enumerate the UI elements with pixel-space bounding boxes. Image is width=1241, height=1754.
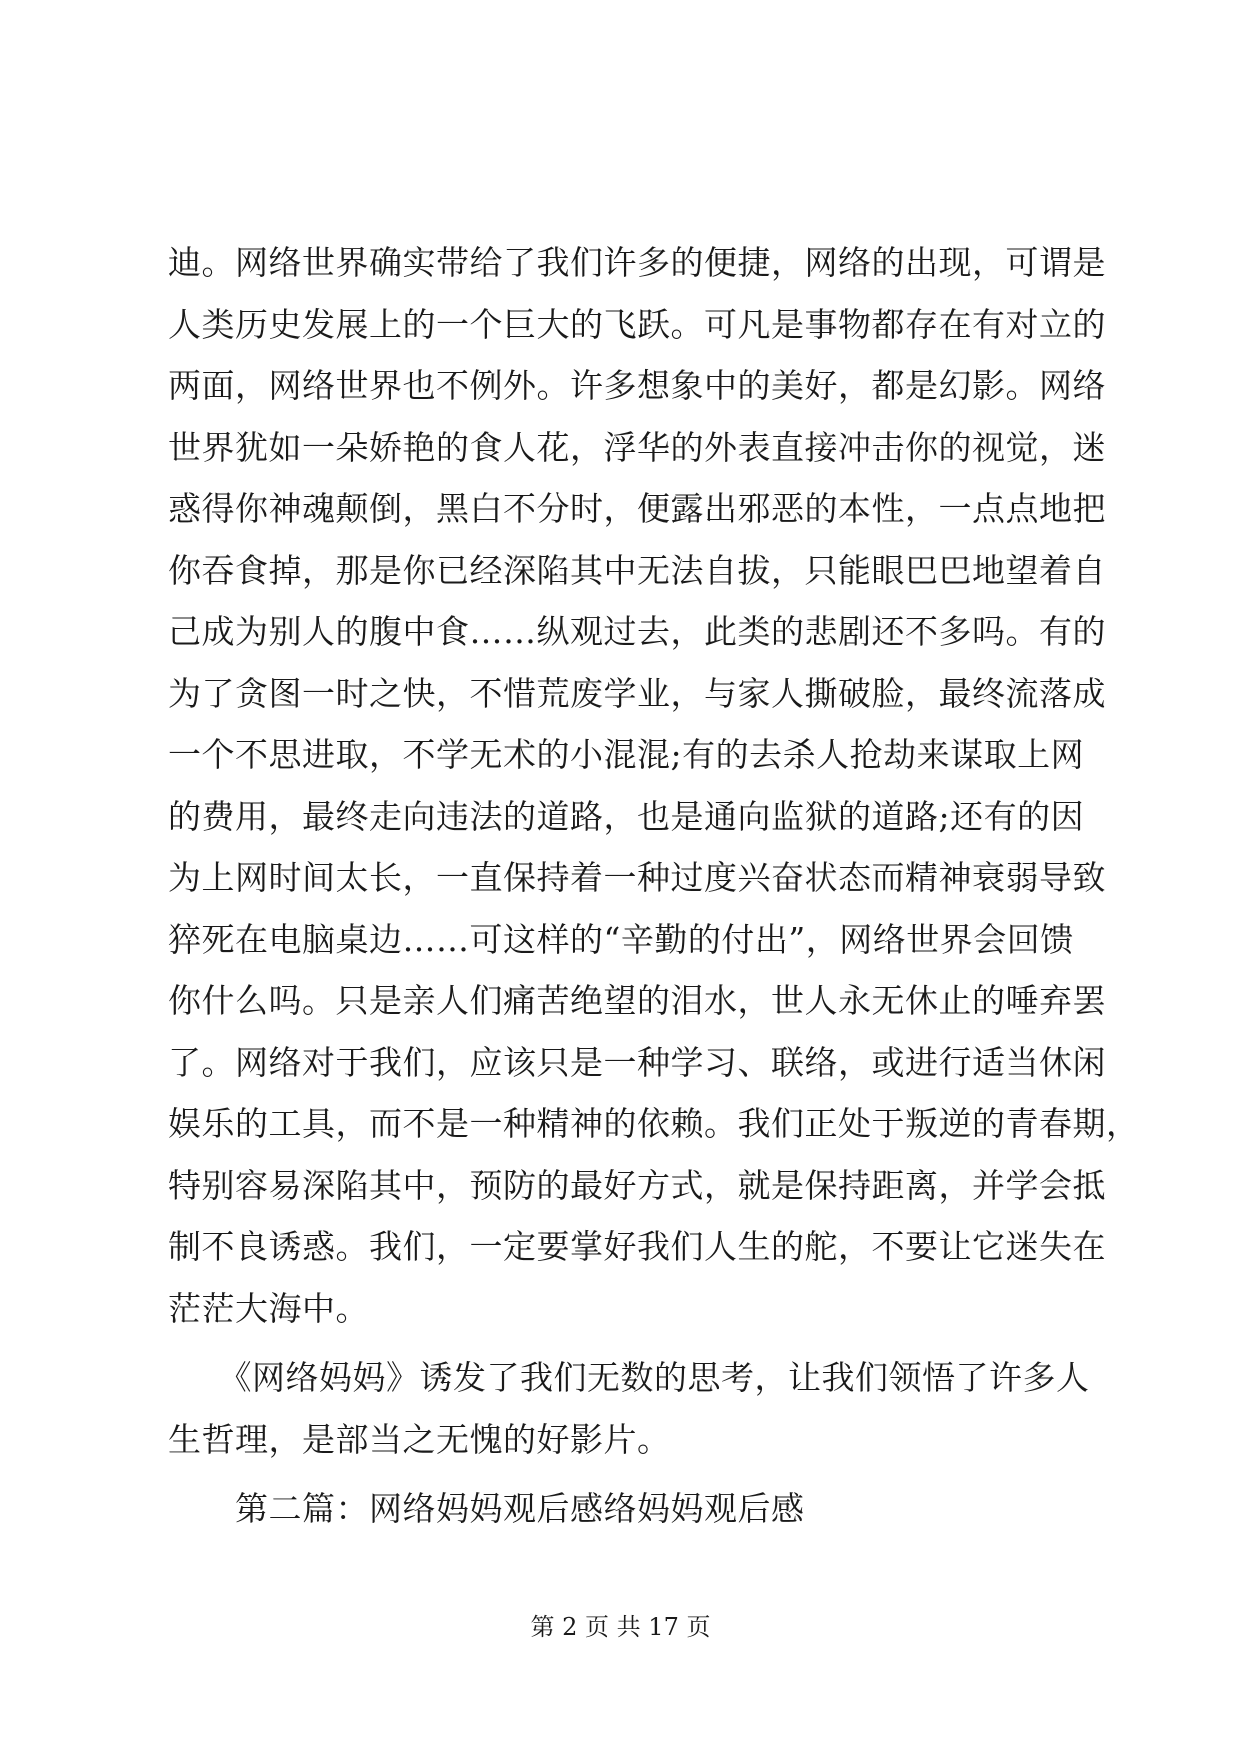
paragraph-gap — [168, 1470, 1080, 1478]
paragraph-1 — [168, 232, 1140, 1339]
section-heading: 第二篇：网络妈妈观后感络妈妈观后感 — [168, 1489, 805, 1528]
text-line: 娱乐的工具，而不是一种精神的依赖。我们正处于叛逆的青春期， — [168, 1104, 1140, 1143]
text-line: 惑得你神魂颠倒，黑白不分时，便露出邪恶的本性，一点点地把 — [168, 489, 1106, 528]
body-text — [168, 232, 1140, 1540]
text-line: 人类历史发展上的一个巨大的飞跃。可凡是事物都存在有对立的 — [168, 304, 1106, 344]
text-line: 特别容易深陷其中，预防的最好方式，就是保持距离，并学会抵 — [168, 1165, 1106, 1205]
text-line: 生哲理，是部当之无愧的好影片。 — [168, 1419, 671, 1459]
text-line: 为了贪图一时之快，不惜荒废学业，与家人撕破脸，最终流落成 — [168, 673, 1106, 713]
text-line: 制不良诱惑。我们，一定要掌好我们人生的舵，不要让它迷失在 — [168, 1227, 1106, 1266]
text-line: 世界犹如一朵娇艳的食人花，浮华的外表直接冲击你的视觉，迷 — [168, 427, 1106, 467]
text-line: 你什么吗。只是亲人们痛苦绝望的泪水，世人永无休止的唾弃罢 — [168, 981, 1106, 1020]
text-line: 一个不思进取，不学无术的小混混;有的去杀人抢劫来谋取上网 — [168, 735, 1085, 774]
text-line: 的费用，最终走向违法的道路，也是通向监狱的道路;还有的因 — [168, 796, 1085, 836]
text-line: 了。网络对于我们，应该只是一种学习、联络，或进行适当休闲 — [168, 1042, 1106, 1082]
text-line: 茫茫大海中。 — [168, 1288, 369, 1328]
page-number: 第 2 页 共 17 页 — [530, 1613, 711, 1641]
text-line: 己成为别人的腹中食……纵观过去，此类的悲剧还不多吗。有的 — [168, 612, 1106, 651]
text-line: 你吞食掉，那是你已经深陷其中无法自拔，只能眼巴巴地望着自 — [168, 550, 1106, 590]
text-line: 猝死在电脑桌边……可这样的“辛勤的付出”，网络世界会回馈 — [168, 919, 1074, 959]
text-line: 《网络妈妈》诱发了我们无数的思考，让我们领悟了许多人 — [168, 1358, 1090, 1397]
text-line: 两面，网络世界也不例外。许多想象中的美好，都是幻影。网络 — [168, 366, 1106, 405]
paragraph-2 — [168, 1347, 1090, 1470]
text-line: 迪。网络世界确实带给了我们许多的便捷，网络的出现，可谓是 — [168, 243, 1106, 282]
text-line: 为上网时间太长，一直保持着一种过度兴奋状态而精神衰弱导致 — [168, 858, 1106, 897]
paragraph-gap — [168, 1339, 1080, 1347]
